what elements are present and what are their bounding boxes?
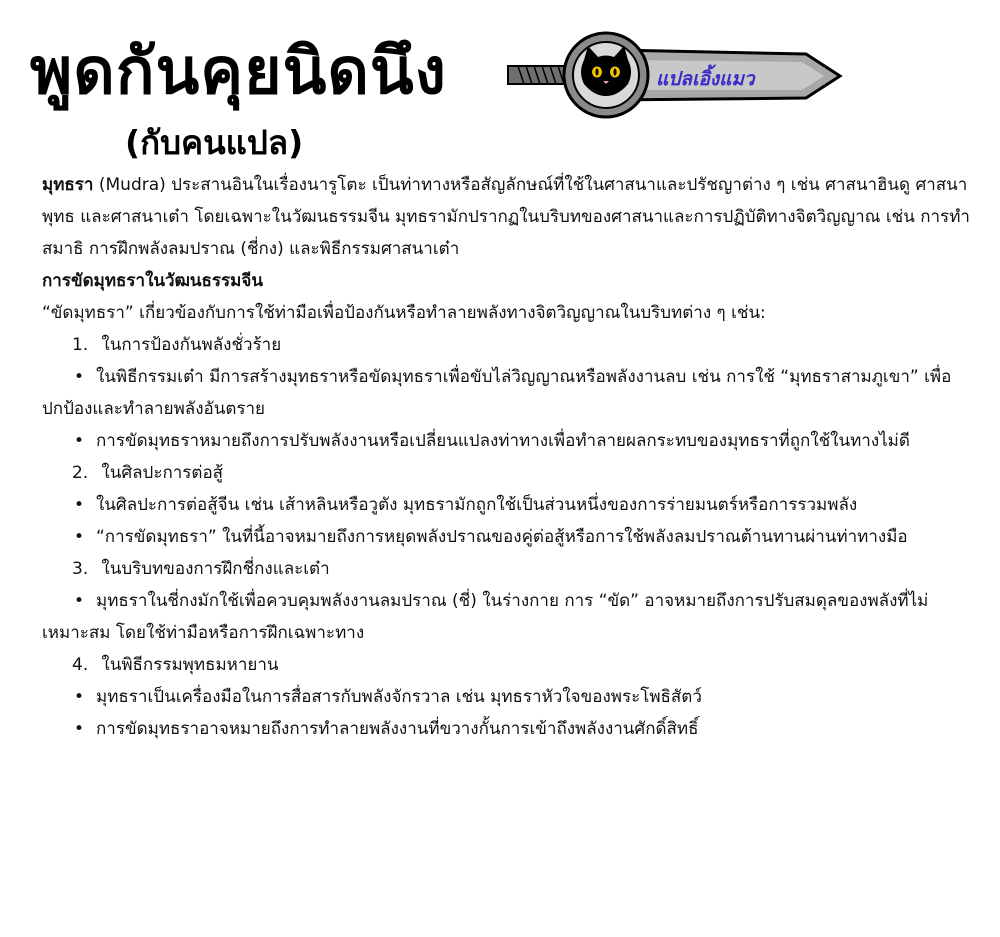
intro-paragraph — [42, 169, 972, 265]
page-subtitle: (กับคนแปล) — [125, 123, 304, 162]
section-intro: “ขัดมุทธรา” เกี่ยวข้องกับการใช้ท่ามือเพื่อป้องกันหรือทำลายพลังทางจิตวิญญาณในบริบทต่าง ๆ เช่น: — [42, 303, 766, 323]
list-item-bullet: • การขัดมุทธราหมายถึงการปรับพลังงานหรือเปลี่ยนแปลงท่าทางเพื่อทำลายผลกระทบของมุทธราที่ถูกใช้ในทางไม่ดี — [74, 431, 910, 451]
intro-term: มุทธรา — [42, 175, 94, 195]
list-item-bullet: • การขัดมุทธราอาจหมายถึงการทำลายพลังงานที่ขวางกั้นการเข้าถึงพลังงานศักดิ์สิทธิ์ — [74, 719, 699, 739]
logo-text: แปลเอิ้งแมว — [656, 68, 755, 90]
list-item-number: 4. ในพิธีกรรมพุทธมหายาน — [72, 655, 279, 675]
sword-cat-logo — [506, 30, 846, 120]
list-item-number: 3. ในบริบทของการฝึกชี่กงและเต๋า — [72, 559, 330, 579]
section-heading: การขัดมุทธราในวัฒนธรรมจีน — [42, 271, 263, 291]
intro-text: (Mudra) ประสานอินในเรื่องนารูโตะ เป็นท่าทางหรือสัญลักษณ์ที่ใช้ในศาสนาและปรัชญาต่าง ๆ เช่น ศาสนาฮินดู ศาสนาพุทธ และศาสนาเต๋า โดยเฉพาะในวัฒนธรรมจีน มุทธรามักปรากฏในบริบทของศาสนาและการปฏิบัติทางจิตวิญญาณ เช่น การทำสมาธิ การฝึกพลังลมปราณ (ชี่กง) และพิธีกรรมศาสนาเต๋า — [42, 175, 970, 259]
page-title: พูดกันคุยนิดนึง — [30, 35, 447, 109]
list-item-bullet: • ในศิลปะการต่อสู้จีน เช่น เส้าหลินหรือวูตัง มุทธรามักถูกใช้เป็นส่วนหนึ่งของการร่ายมนตร์หรือการรวมพลัง — [74, 495, 858, 515]
list-item-bullet: • ในพิธีกรรมเต๋า มีการสร้างมุทธราหรือขัดมุทธราเพื่อขับไล่วิญญาณหรือพลังงานลบ เช่น การใช้ “มุทธราสามภูเขา” เพื่อปกป้องและทำลายพลังอันตราย — [42, 367, 952, 419]
article-body — [42, 169, 972, 745]
list-item-number: 2. ในศิลปะการต่อสู้ — [72, 463, 224, 483]
list-item-number: 1. ในการป้องกันพลังชั่วร้าย — [72, 335, 282, 355]
list-item-bullet: • “การขัดมุทธรา” ในที่นี้อาจหมายถึงการหยุดพลังปราณของคู่ต่อสู้หรือการใช้พลังลมปราณต้านทานผ่านท่าทางมือ — [74, 527, 908, 547]
list-item-bullet: • มุทธราเป็นเครื่องมือในการสื่อสารกับพลังจักรวาล เช่น มุทธราหัวใจของพระโพธิสัตว์ — [74, 687, 702, 707]
list-item-bullet: • มุทธราในชี่กงมักใช้เพื่อควบคุมพลังงานลมปราณ (ชี่) ในร่างกาย การ “ขัด” อาจหมายถึงการปรับสมดุลของพลังที่ไม่เหมาะสม โดยใช้ท่ามือหรือการฝึกเฉพาะทาง — [42, 591, 929, 643]
